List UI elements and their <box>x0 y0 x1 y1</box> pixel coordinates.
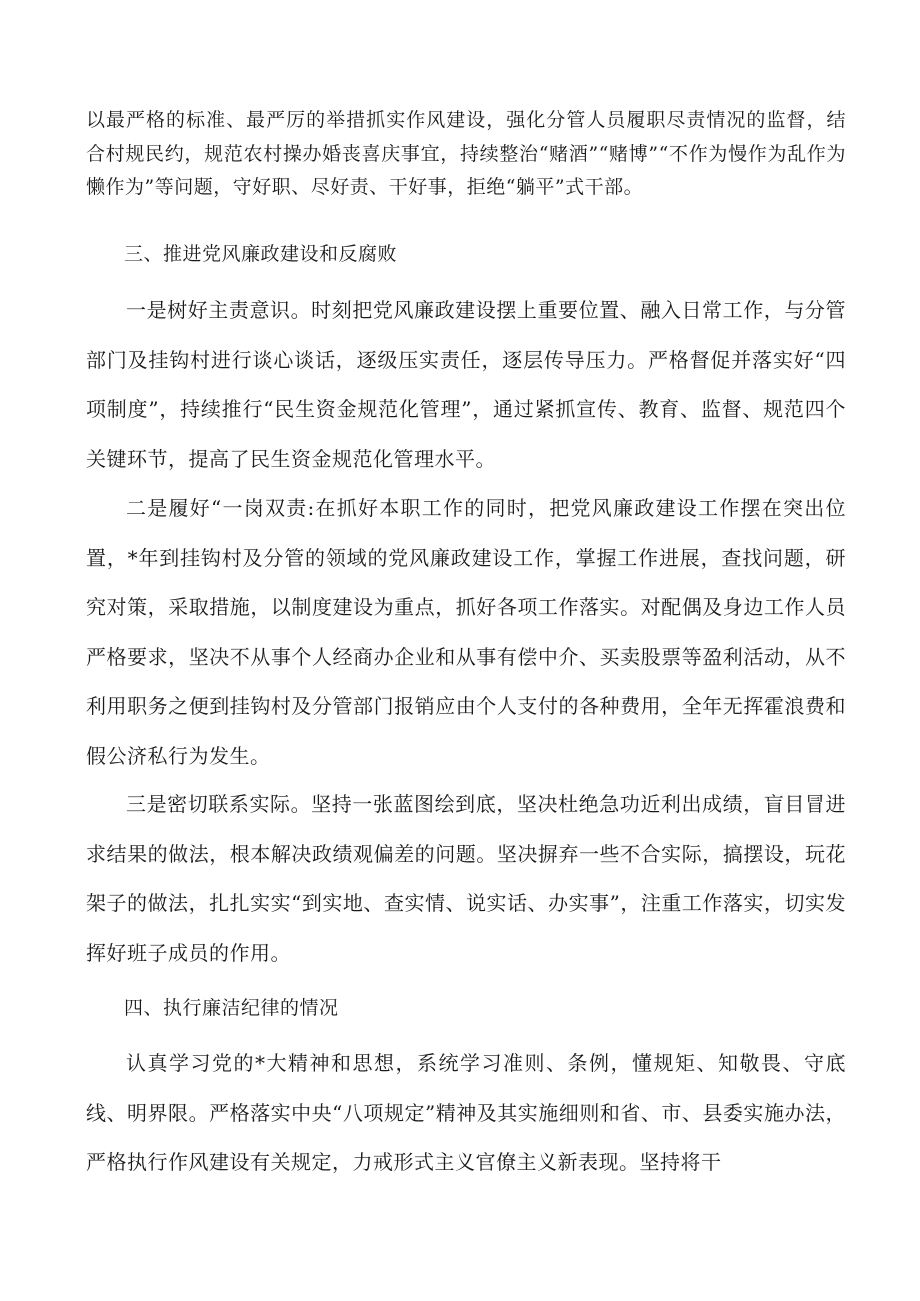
body-paragraph-practical: 三是密切联系实际。坚持一张蓝图绘到底，坚决杜绝急功近利出成绩，盲目冒进求结果的做法，根本解决政绩观偏差的问题。坚决摒弃一些不合实际，搞摆设，玩花架子的做法，扎扎实实“到实地、查实情、说实话、办实事”，注重工作落实，切实发挥好班子成员的作用。 <box>86 792 846 965</box>
body-paragraph-study: 认真学习党的*大精神和思想，系统学习准则、条例，懂规矩、知敬畏、守底线、明界限。严格落实中央“八项规定”精神及其实施细则和省、市、县委实施办法，严格执行作风建设有关规定，力戒形式主义官僚主义新表现。坚持将干 <box>86 1051 846 1175</box>
section-heading-integrity: 三、推进党风廉政建设和反腐败 <box>124 243 398 265</box>
body-paragraph-conduct: 以最严格的标准、最严厉的举措抓实作风建设，强化分管人员履职尽责情况的监督，结合村规民约，规范农村操办婚丧喜庆事宜，持续整治“赌酒”“赌博”“不作为慢作为乱作为懒作为”等问题，守好职、尽好责、干好事，拒绝“躺平”式干部。 <box>86 109 846 198</box>
section-heading-discipline: 四、执行廉洁纪律的情况 <box>124 997 339 1019</box>
body-paragraph-responsibility: 一是树好主责意识。时刻把党风廉政建设摆上重要位置、融入日常工作，与分管部门及挂钩村进行谈心谈话，逐级压实责任，逐层传导压力。严格督促并落实好“四项制度”，持续推行“民生资金规范化管理”，通过紧抓宣传、教育、监督、规范四个关键环节，提高了民生资金规范化管理水平。 <box>86 298 846 471</box>
body-paragraph-dual-duty: 二是履好“一岗双责:在抓好本职工作的同时，把党风廉政建设工作摆在突出位置，*年到挂钩村及分管的领域的党风廉政建设工作，掌握工作进展，查找问题，研究对策，采取措施，以制度建设为重点，抓好各项工作落实。对配偶及身边工作人员严格要求，坚决不从事个人经商办企业和从事有偿中介、买卖股票等盈利活动，从不利用职务之便到挂钩村及分管部门报销应由个人支付的各种费用，全年无挥霍浪费和假公济私行为发生。 <box>86 496 846 768</box>
